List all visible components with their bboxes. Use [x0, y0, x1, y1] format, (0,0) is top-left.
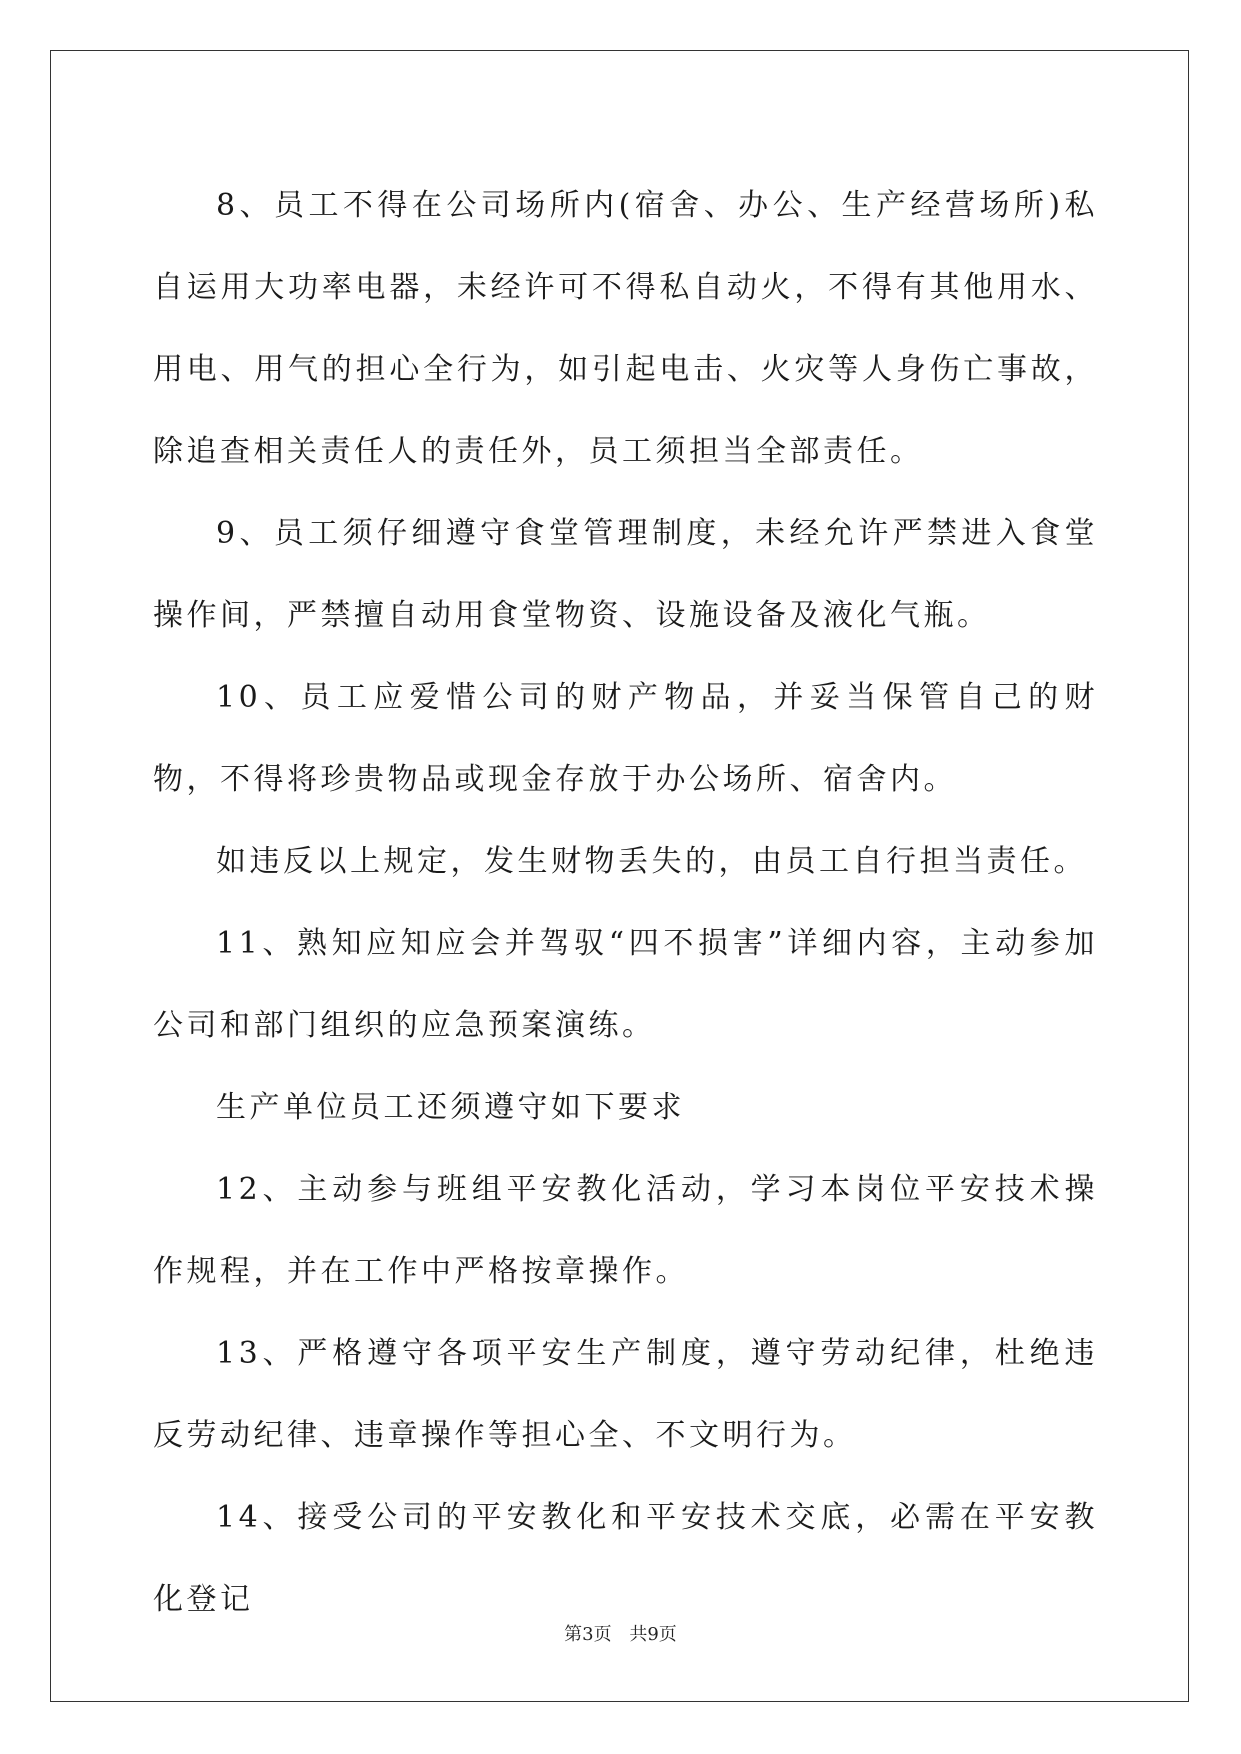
- paragraph-10: 10、员工应爱惜公司的财产物品，并妥当保管自己的财物，不得将珍贵物品或现金存放于办公场所、宿舍内。: [153, 680, 1098, 797]
- paragraph-12: 12、主动参与班组平安教化活动，学习本岗位平安技术操作规程，并在工作中严格按章操作。: [153, 1172, 1098, 1289]
- document-body: [153, 165, 1098, 1641]
- page-footer: [0, 1620, 1241, 1646]
- page-number: 第3页: [564, 1624, 612, 1645]
- paragraph-violation-note: 如违反以上规定，发生财物丢失的，由员工自行担当责任。: [216, 844, 1087, 879]
- page-total: 共9页: [629, 1624, 677, 1645]
- paragraph-9: 9、员工须仔细遵守食堂管理制度，未经允许严禁进入食堂操作间，严禁擅自动用食堂物资、设施设备及液化气瓶。: [153, 516, 1098, 633]
- paragraph-14: 14、接受公司的平安教化和平安技术交底，必需在平安教化登记: [153, 1500, 1098, 1617]
- paragraph-production-heading: 生产单位员工还须遵守如下要求: [216, 1090, 685, 1125]
- paragraph-8: 8、员工不得在公司场所内(宿舍、办公、生产经营场所)私自运用大功率电器，未经许可不得私自动火，不得有其他用水、用电、用气的担心全行为，如引起电击、火灾等人身伤亡事故，除追查相关责任人的责任外，员工须担当全部责任。: [153, 188, 1098, 469]
- paragraph-13: 13、严格遵守各项平安生产制度，遵守劳动纪律，杜绝违反劳动纪律、违章操作等担心全、不文明行为。: [153, 1336, 1098, 1453]
- paragraph-11: 11、熟知应知应会并驾驭“四不损害”详细内容，主动参加公司和部门组织的应急预案演练。: [153, 926, 1098, 1043]
